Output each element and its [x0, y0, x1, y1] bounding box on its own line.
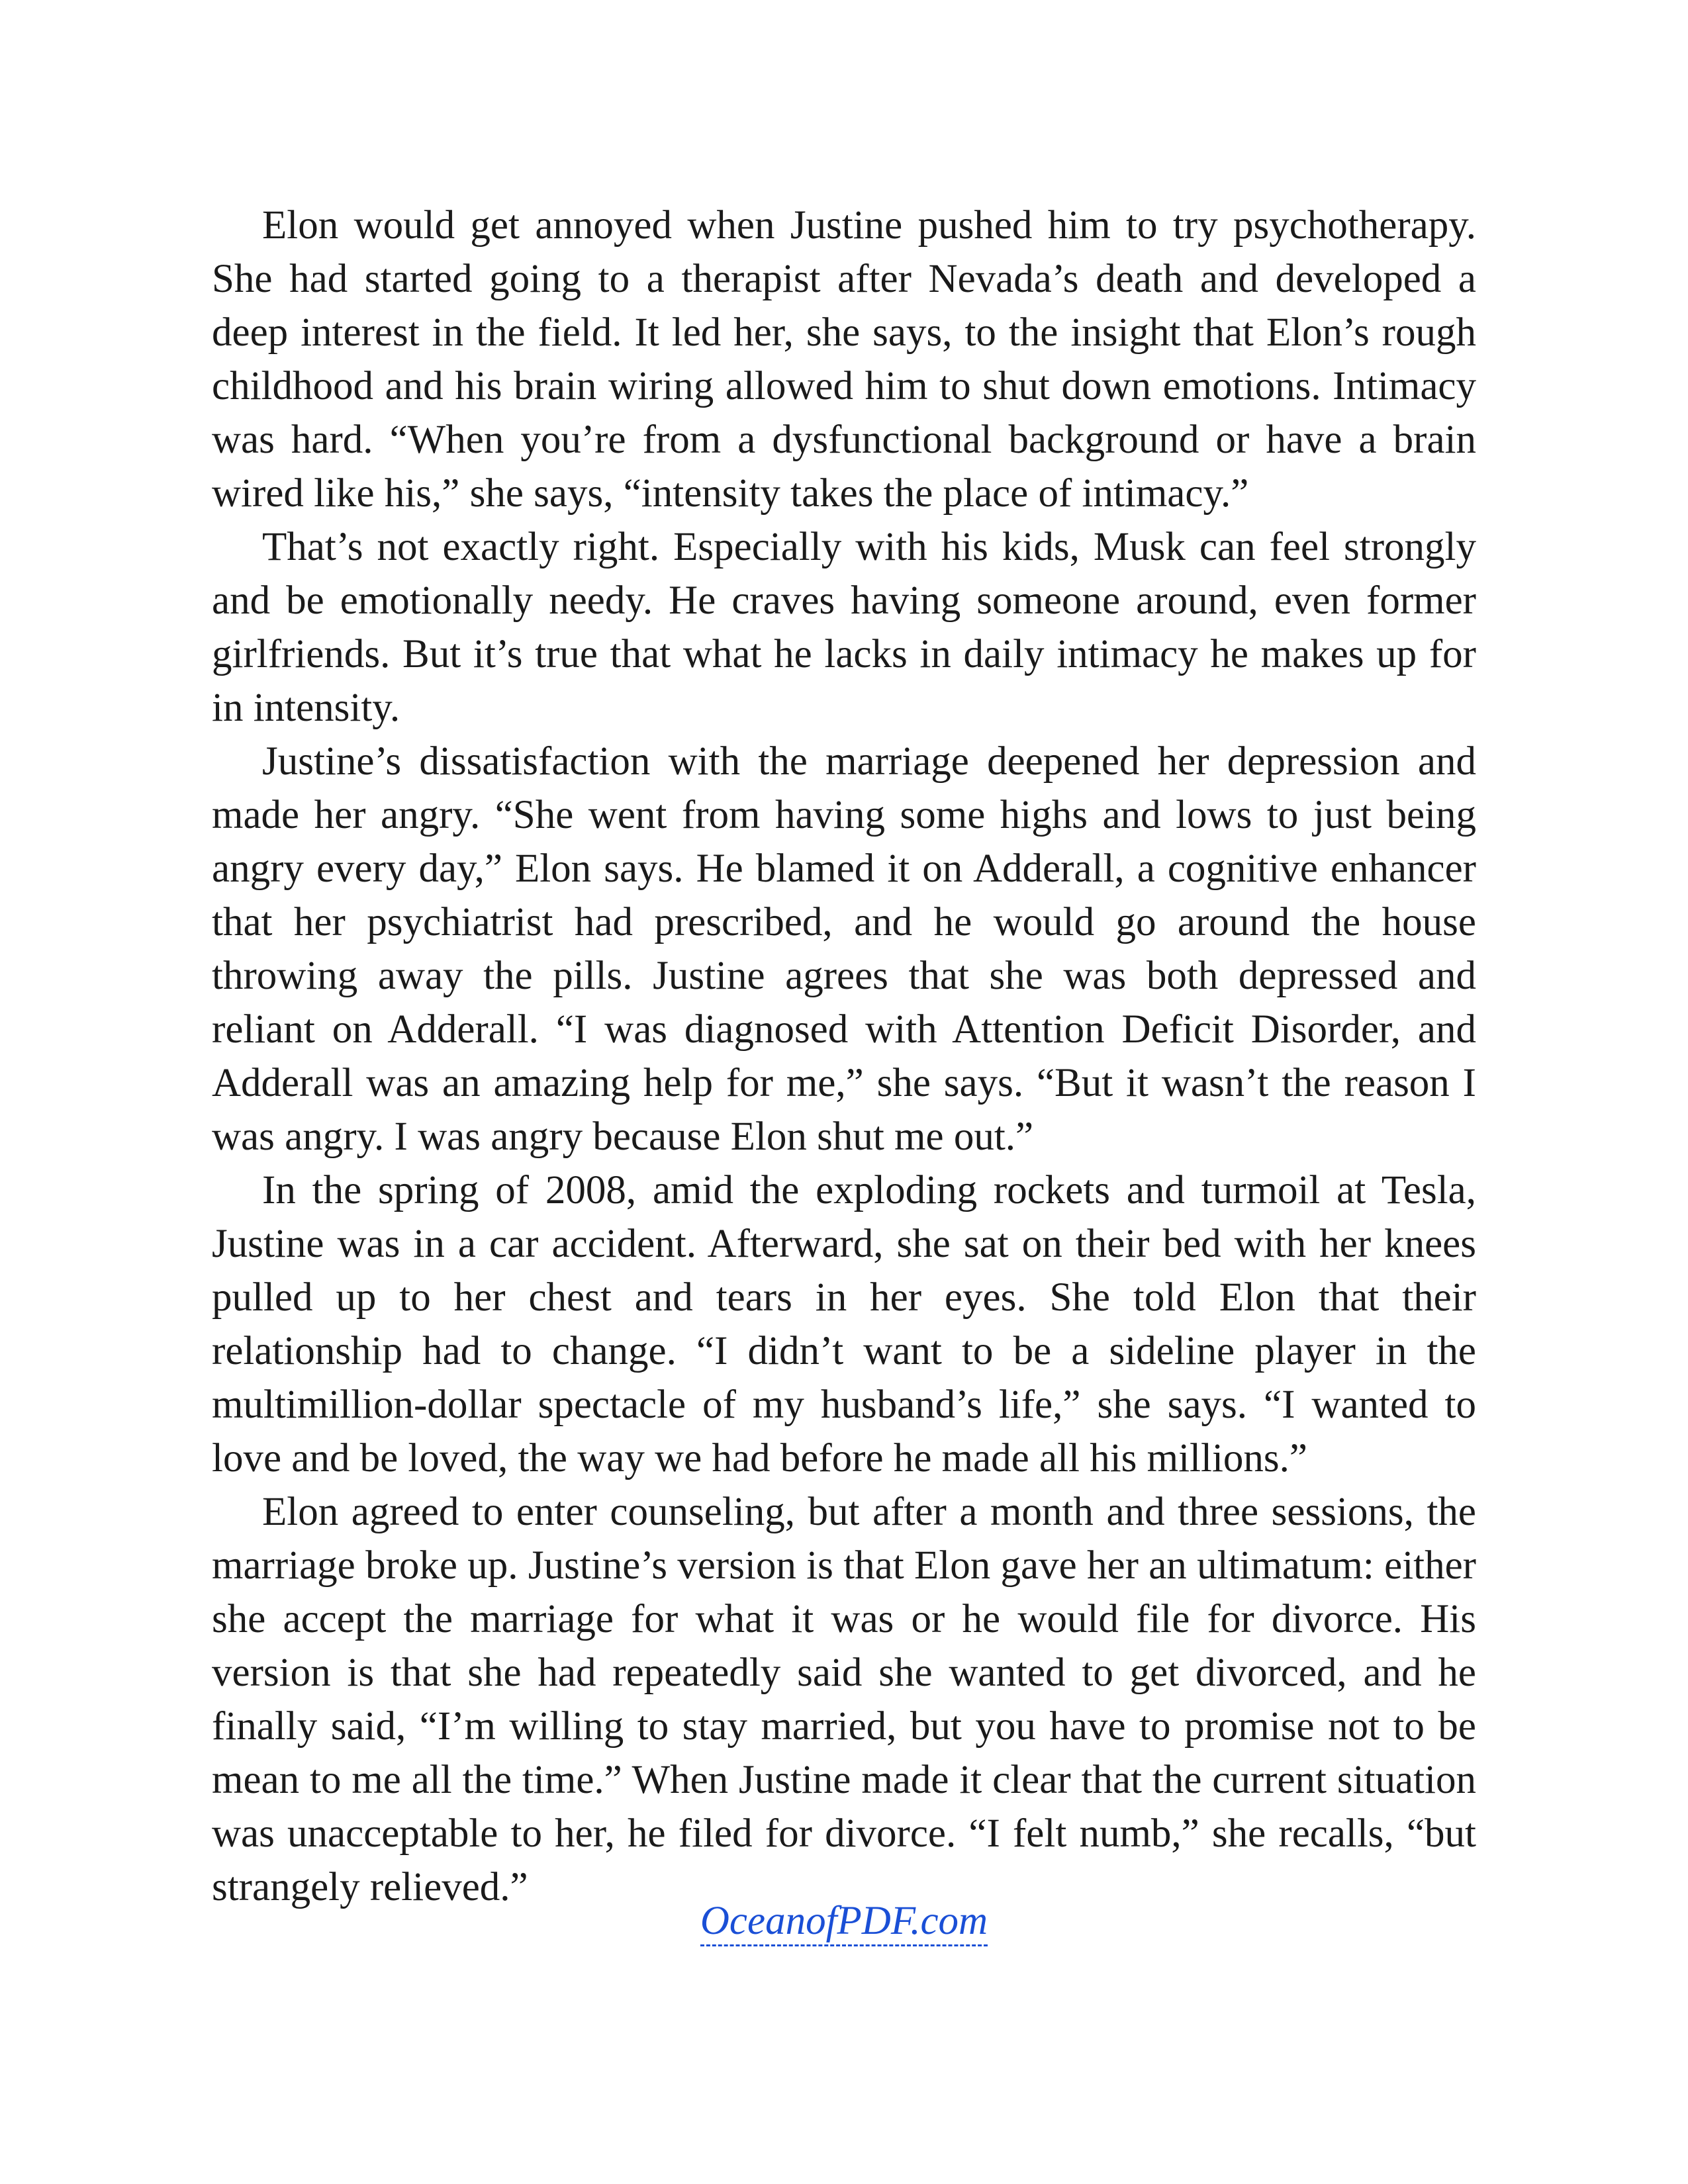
paragraph-4: In the spring of 2008, amid the exploding rockets and turmoil at Tesla, Justine was in a car accident. Afterward, she sat on their bed with her knees pulled up to her chest and tears in her eyes. She told Elon that their relationship had to change. “I didn’t want to be a sideline player in the multimillion-dollar spectacle of my husband’s life,” she says. “I wanted to love and be loved, the way we had before he made all his millions.”	[212, 1168, 1476, 1480]
paragraph-3: Justine’s dissatisfaction with the marriage deepened her depression and made her angry. “She went from having some highs and lows to just being angry every day,” Elon says. He blamed it on Adderall, a cognitive enhancer that her psychiatrist had prescribed, and he would go around the house throwing away the pills. Justine agrees that she was both depressed and reliant on Adderall. “I was diagnosed with Attention Deficit Disorder, and Adderall was an amazing help for me,” she says. “But it wasn’t the reason I was angry. I was angry because Elon shut me out.”	[212, 739, 1476, 1159]
page-footer	[0, 1898, 1688, 1944]
paragraph-1: Elon would get annoyed when Justine pushed him to try psychotherapy. She had started going to a therapist after Nevada’s death and developed a deep interest in the field. It led her, she says, to the insight that Elon’s rough childhood and his brain wiring allowed him to shut down emotions. Intimacy was hard. “When you’re from a dysfunctional background or have a brain wired like his,” she says, “intensity takes the place of intimacy.”	[212, 203, 1476, 516]
paragraph-2: That’s not exactly right. Especially with his kids, Musk can feel strongly and be emotionally needy. He craves having someone around, even former girlfriends. But it’s true that what he lacks in daily intimacy he makes up for in intensity.	[212, 525, 1476, 730]
oceanofpdf-link[interactable]: OceanofPDF.com	[700, 1899, 988, 1946]
paragraph-5: Elon agreed to enter counseling, but after a month and three sessions, the marriage broke up. Justine’s version is that Elon gave her an ultimatum: either she accept the marriage for what it was or he would file for divorce. His version is that she had repeatedly said she wanted to get divorced, and he finally said, “I’m willing to stay married, but you have to promise not to be mean to me all the time.” When Justine made it clear that the current situation was unacceptable to her, he filed for divorce. “I felt numb,” she recalls, “but strangely relieved.”	[212, 1490, 1476, 1909]
page-body	[212, 199, 1476, 1914]
